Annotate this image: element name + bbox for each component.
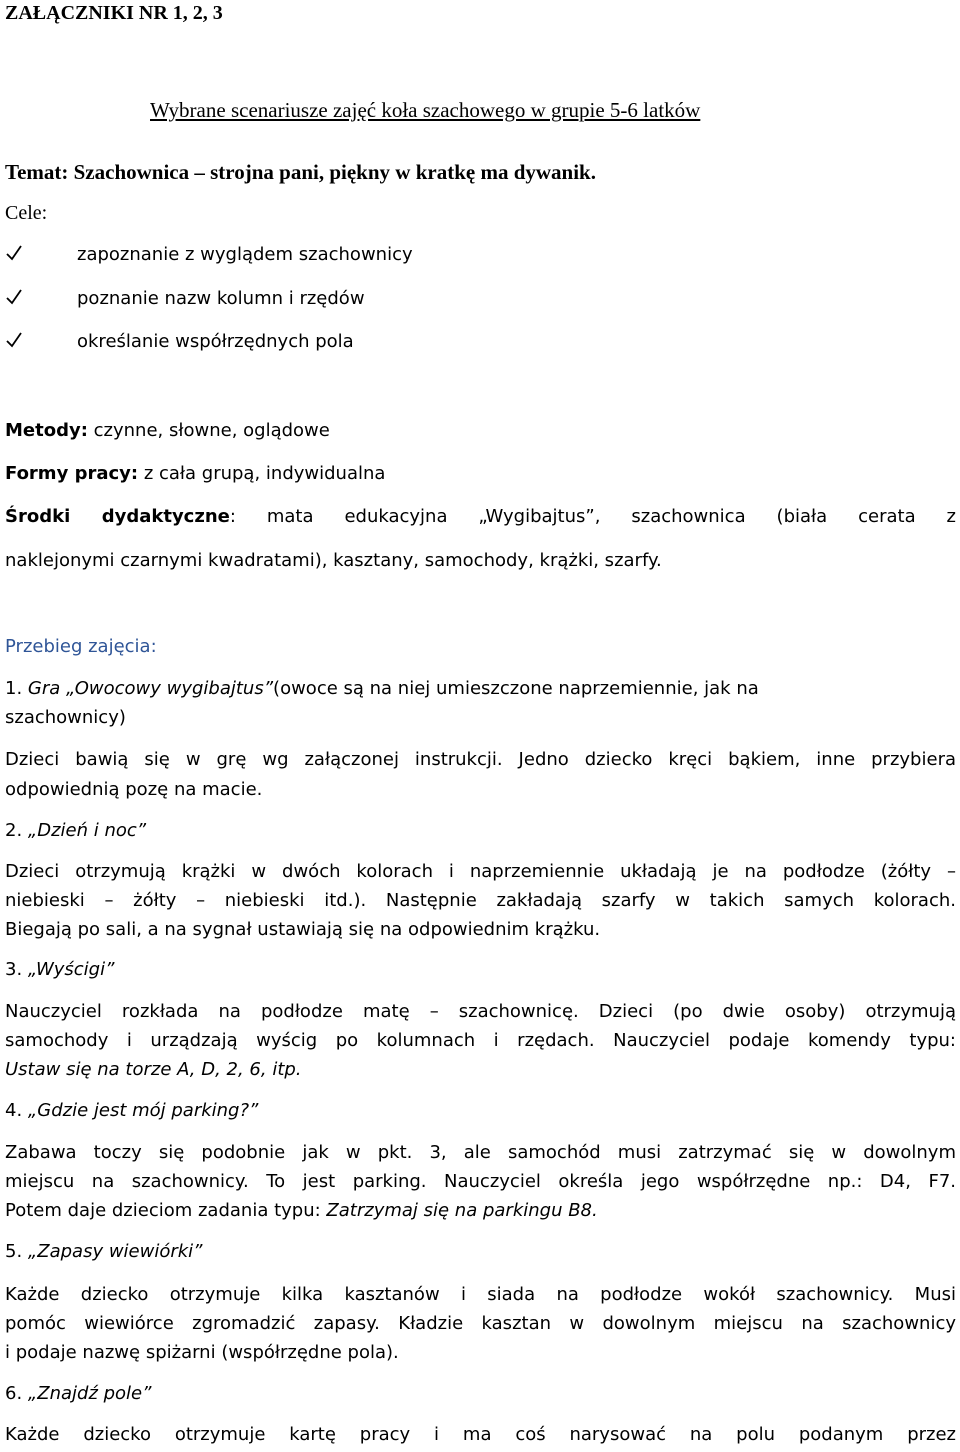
document-subtitle: Wybrane scenariusze zajęć koła szachowego w grupie 5-6 latków (150, 98, 701, 122)
section-4-title: „Gdzie jest mój parking?” (27, 1100, 259, 1121)
checkmark-icon (5, 288, 27, 309)
methods-label: Metody: (5, 420, 88, 441)
forms-label: Formy pracy: (5, 463, 139, 484)
attachments-title: ZAŁĄCZNIKI NR 1, 2, 3 (5, 2, 223, 24)
goal-item (5, 244, 413, 265)
goal-text: zapoznanie z wyglądem szachownicy (77, 244, 413, 265)
forms-value: z cała grupą, indywidualna (143, 463, 386, 484)
section-2-text-2: niebieski – żółty – niebieski itd.). Następnie zakładają szarfy w takich samych kolorach. (5, 890, 956, 911)
section-1-desc: (owoce są na niej umieszczone naprzemiennie, jak na (273, 678, 759, 699)
goal-item (5, 331, 354, 352)
section-4-example: Zatrzymaj się na parkingu B8. (326, 1200, 598, 1221)
aids-line-2: naklejonymi czarnymi kwadratami), kasztany, samochody, krążki, szarfy. (5, 550, 662, 571)
section-1-text-1: Dzieci bawią się w grę wg załączonej instrukcji. Jedno dziecko kręci bąkiem, inne przybiera (5, 749, 956, 770)
section-1-heading: 1. Gra „Owocowy wygibajtus”(owoce są na niej umieszczone naprzemiennie, jak na (5, 678, 759, 699)
section-6-text-1: Każde dziecko otrzymuje kartę pracy i ma coś narysować na polu podanym przez (5, 1424, 956, 1445)
section-5-heading: 5. „Zapasy wiewiórki” (5, 1241, 203, 1262)
checkmark-icon (5, 331, 27, 352)
section-2-text-3: Biegają po sali, a na sygnał ustawiają się na odpowiednim krążku. (5, 919, 601, 940)
section-3-heading: 3. „Wyścigi” (5, 959, 115, 980)
section-1-text-2: odpowiednią pozę na macie. (5, 779, 263, 800)
checkmark-icon (5, 244, 27, 265)
section-5-text-2: pomóc wiewiórce zgromadzić zapasy. Kładzie kasztan w dowolnym miejscu na szachownicy (5, 1313, 956, 1334)
section-5-text-1: Każde dziecko otrzymuje kilka kasztanów i siada na podłodze wokół szachownicy. Musi (5, 1284, 956, 1305)
course-label: Przebieg zajęcia: (5, 636, 157, 657)
section-4-text-1: Zabawa toczy się podobnie jak w pkt. 3, ale samochód musi zatrzymać się w dowolnym (5, 1142, 956, 1163)
goals-label: Cele: (5, 202, 48, 224)
section-3-text-1: Nauczyciel rozkłada na podłodze matę – szachownicę. Dzieci (po dwie osoby) otrzymują (5, 1001, 956, 1022)
section-6-heading: 6. „Znajdź pole” (5, 1383, 152, 1404)
section-2-text-1: Dzieci otrzymują krążki w dwóch kolorach i naprzemiennie układają je na podłodze (żółty – (5, 861, 956, 882)
section-1-title: Gra „Owocowy wygibajtus” (27, 678, 274, 699)
section-5-text-3: i podaje nazwę spiżarni (współrzędne pola). (5, 1342, 399, 1363)
methods-line (5, 420, 330, 441)
section-4-text-2: miejscu na szachownicy. To jest parking. Nauczyciel określa jego współrzędne np.: D4, F7. (5, 1171, 956, 1192)
section-5-title: „Zapasy wiewiórki” (27, 1241, 203, 1262)
section-2-title: „Dzień i noc” (27, 820, 147, 841)
forms-line (5, 463, 385, 484)
section-3-text-3: Ustaw się na torze A, D, 2, 6, itp. (5, 1059, 302, 1080)
section-1-desc-cont: szachownicy) (5, 707, 126, 728)
section-2-heading: 2. „Dzień i noc” (5, 820, 147, 841)
section-3-title: „Wyścigi” (27, 959, 115, 980)
section-6-title: „Znajdź pole” (27, 1383, 152, 1404)
aids-text: : mata edukacyjna „Wygibajtus”, szachownica (biała cerata z (229, 506, 956, 527)
goal-text: określanie współrzędnych pola (77, 331, 354, 352)
lesson-topic: Temat: Szachownica – strojna pani, piękny w kratkę ma dywanik. (5, 160, 596, 184)
aids-label: Środki dydaktyczne (5, 506, 230, 527)
aids-line-1 (5, 506, 956, 527)
methods-value: czynne, słowne, oglądowe (93, 420, 330, 441)
section-3-text-2: samochody i urządzają wyścig po kolumnach i rzędach. Nauczyciel podaje komendy typu: (5, 1030, 956, 1051)
goal-text: poznanie nazw kolumn i rzędów (77, 288, 365, 309)
goal-item (5, 288, 365, 309)
section-4-heading: 4. „Gdzie jest mój parking?” (5, 1100, 259, 1121)
section-4-text-3: Potem daje dzieciom zadania typu: Zatrzymaj się na parkingu B8. (5, 1200, 598, 1221)
